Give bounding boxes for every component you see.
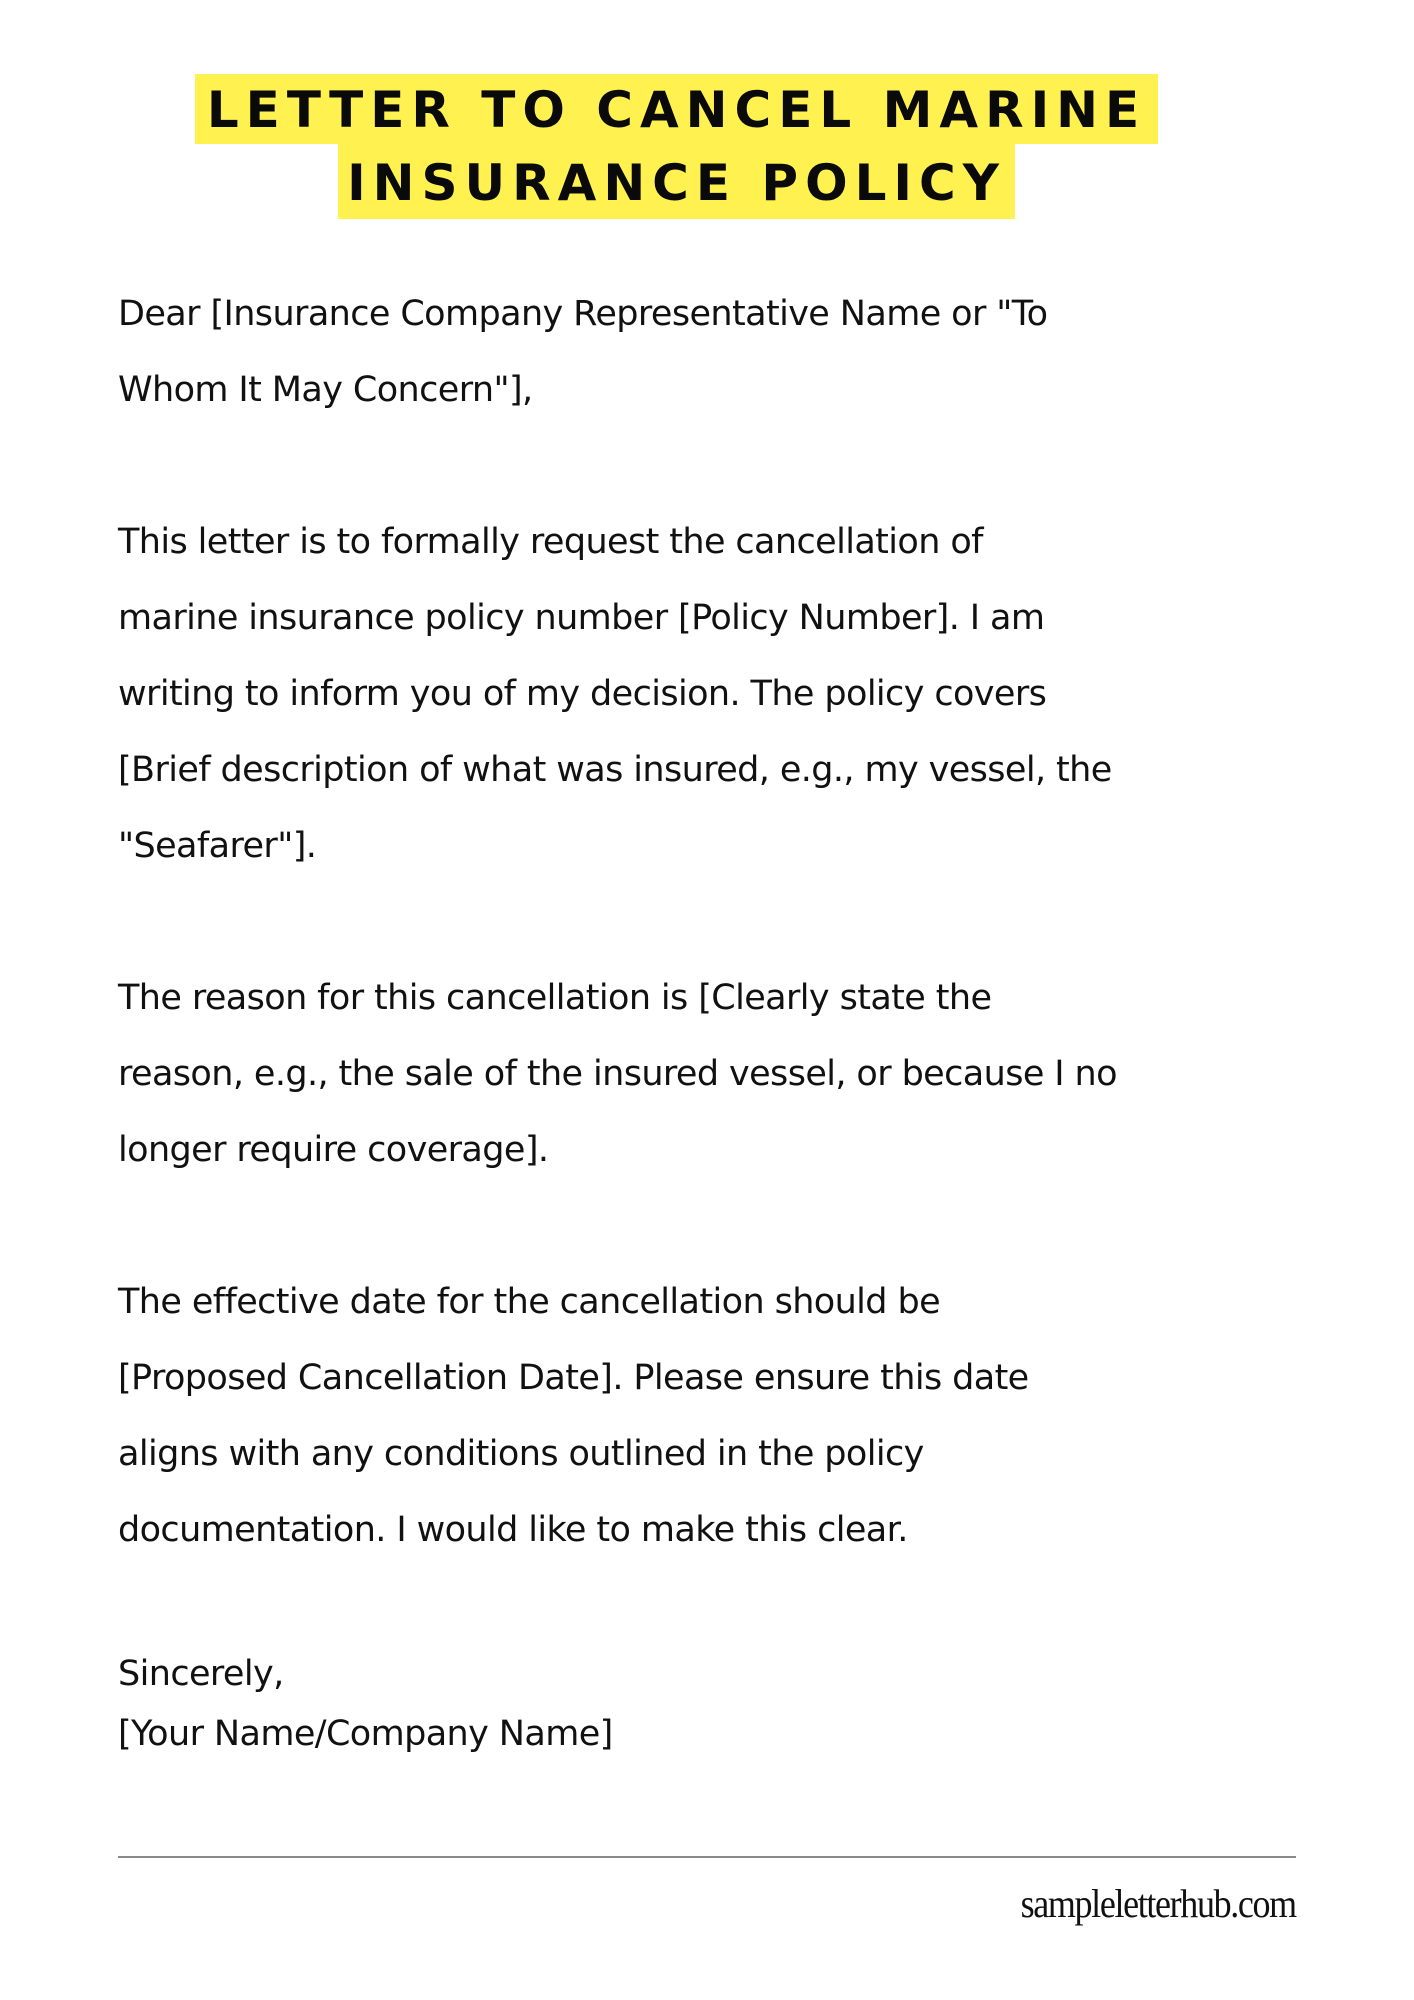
paragraph-line: [Proposed Cancellation Date]. Please ensure this date: [118, 1358, 1029, 1398]
title-line-1: LETTER TO CANCEL MARINE: [195, 74, 1158, 144]
paragraph-line: writing to inform you of my decision. The policy covers: [118, 674, 1047, 714]
paragraph-line: longer require coverage].: [118, 1130, 549, 1170]
paragraph-line: marine insurance policy number [Policy Number]. I am: [118, 598, 1045, 638]
paragraph-effective-date: [118, 1264, 1358, 1568]
paragraph-line: aligns with any conditions outlined in the policy: [118, 1434, 924, 1474]
letter-body: [118, 276, 1358, 1764]
salutation-line: Whom It May Concern"],: [118, 370, 533, 410]
paragraph-line: reason, e.g., the sale of the insured vessel, or because I no: [118, 1054, 1117, 1094]
paragraph-line: documentation. I would like to make this clear.: [118, 1510, 908, 1550]
salutation-line: Dear [Insurance Company Representative Name or "To: [118, 294, 1048, 334]
paragraph-line: "Seafarer"].: [118, 826, 317, 866]
paragraph-line: [Brief description of what was insured, e.g., my vessel, the: [118, 750, 1112, 790]
paragraph-gap: [118, 1568, 1358, 1644]
footer-brand: sampleletterhub.com: [1020, 1881, 1296, 1926]
paragraph-gap: [118, 1188, 1358, 1264]
paragraph-reason: [118, 960, 1358, 1188]
signature: [Your Name/Company Name]: [118, 1714, 613, 1754]
title-line-2: INSURANCE POLICY: [338, 143, 1015, 219]
closing: Sincerely,: [118, 1654, 284, 1694]
paragraph-line: This letter is to formally request the cancellation of: [118, 522, 983, 562]
paragraph-gap: [118, 428, 1358, 504]
paragraph-request: [118, 504, 1358, 884]
paragraph-gap: [118, 884, 1358, 960]
paragraph-line: The reason for this cancellation is [Clearly state the: [118, 978, 992, 1018]
footer-divider: [118, 1856, 1296, 1858]
sign-off: [118, 1644, 1358, 1764]
paragraph-line: The effective date for the cancellation should be: [118, 1282, 940, 1322]
salutation: [118, 276, 1358, 428]
